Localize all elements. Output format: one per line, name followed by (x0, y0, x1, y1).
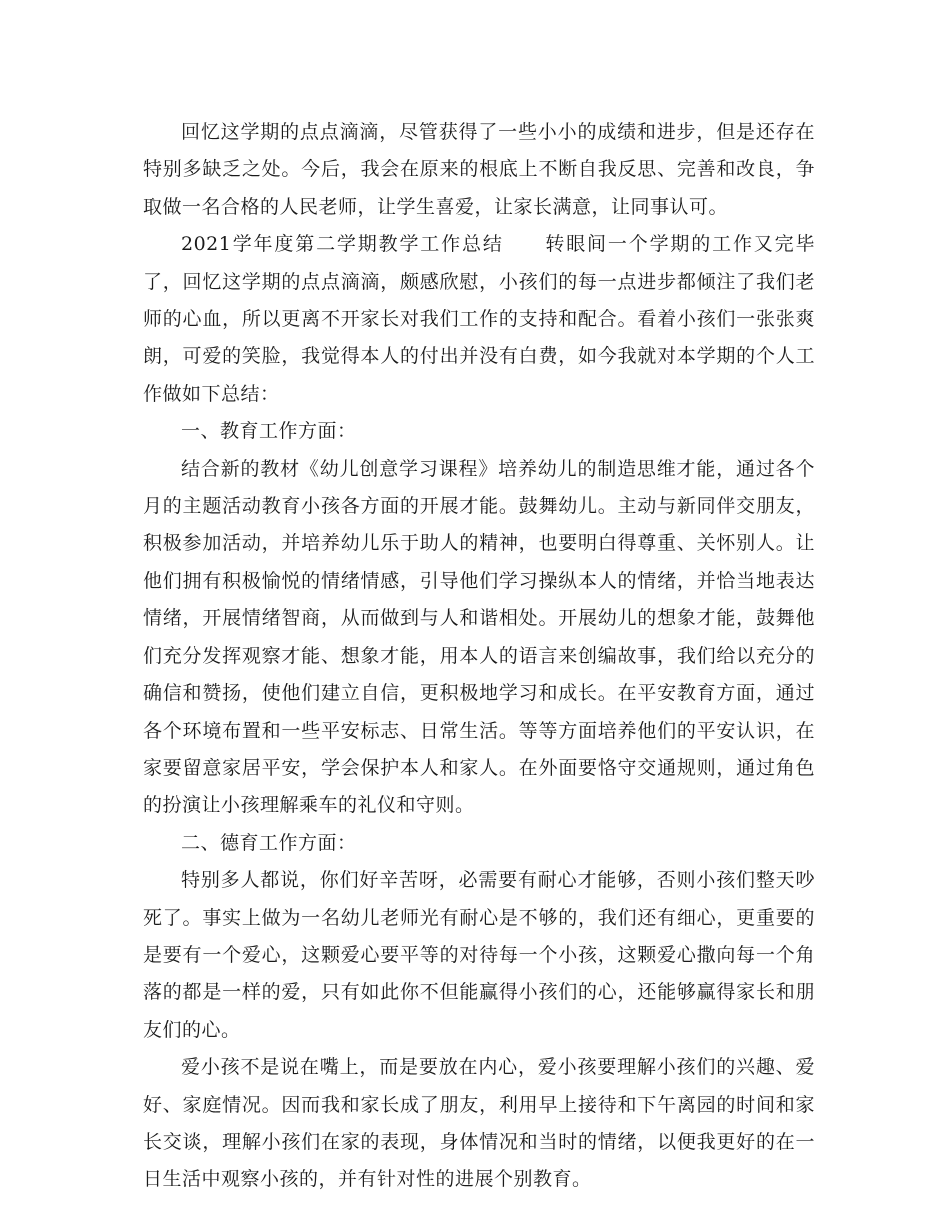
paragraph-summary-opening: 2021学年度第二学期教学工作总结 转眼间一个学期的工作又完毕了，回忆这学期的点点滴滴，颇感欣慰，小孩们的每一点进步都倾注了我们老师的心血，所以更离不开家长对我们工作的支持和配合。看着小孩们一张张爽朗，可爱的笑脸，我觉得本人的付出并没有白费，如今我就对本学期的个人工作做如下总结： (143, 233, 815, 405)
section-heading-moral-education: 二、德育工作方面： (181, 831, 357, 854)
document-body (143, 114, 815, 1199)
paragraph-patience-love: 特别多人都说，你们好辛苦呀，必需要有耐心才能够，否则小孩们整天吵死了。事实上做为一名幼儿老师光有耐心是不够的，我们还有细心，更重要的是要有一个爱心，这颗爱心要平等的对待每一个小孩，这颗爱心撒向每一个角落的都是一样的爱，只有如此你不但能赢得小孩们的心，还能够赢得家长和朋友们的心。 (143, 869, 815, 1041)
paragraph-understanding-children: 爱小孩不是说在嘴上，而是要放在内心，爱小孩要理解小孩们的兴趣、爱好、家庭情况。因而我和家长成了朋友，利用早上接待和下午离园的时间和家长交谈，理解小孩们在家的表现，身体情况和当时的情绪，以便我更好的在一日生活中观察小孩的，并有针对性的进展个别教育。 (143, 1056, 815, 1191)
section-heading-education: 一、教育工作方面： (181, 420, 357, 443)
paragraph-education-work: 结合新的教材《幼儿创意学习课程》培养幼儿的制造思维才能，通过各个月的主题活动教育小孩各方面的开展才能。鼓舞幼儿。主动与新同伴交朋友，积极参加活动，并培养幼儿乐于助人的精神，也要明白得尊重、关怀别人。让他们拥有积极愉悦的情绪情感，引导他们学习操纵本人的情绪，并恰当地表达情绪，开展情绪智商，从而做到与人和谐相处。开展幼儿的想象才能，鼓舞他们充分发挥观察才能、想象才能，用本人的语言来创编故事，我们给以充分的确信和赞扬，使他们建立自信，更积极地学习和成长。在平安教育方面，通过各个环境布置和一些平安标志、日常生活。等等方面培养他们的平安认识，在家要留意家居平安，学会保护本人和家人。在外面要恪守交通规则，通过角色的扮演让小孩理解乘车的礼仪和守则。 (143, 457, 815, 817)
paragraph-intro-reflection: 回忆这学期的点点滴滴，尽管获得了一些小小的成绩和进步，但是还存在特别多缺乏之处。今后，我会在原来的根底上不断自我反思、完善和改良，争取做一名合格的人民老师，让学生喜爱，让家长满意，让同事认可。 (143, 121, 815, 218)
